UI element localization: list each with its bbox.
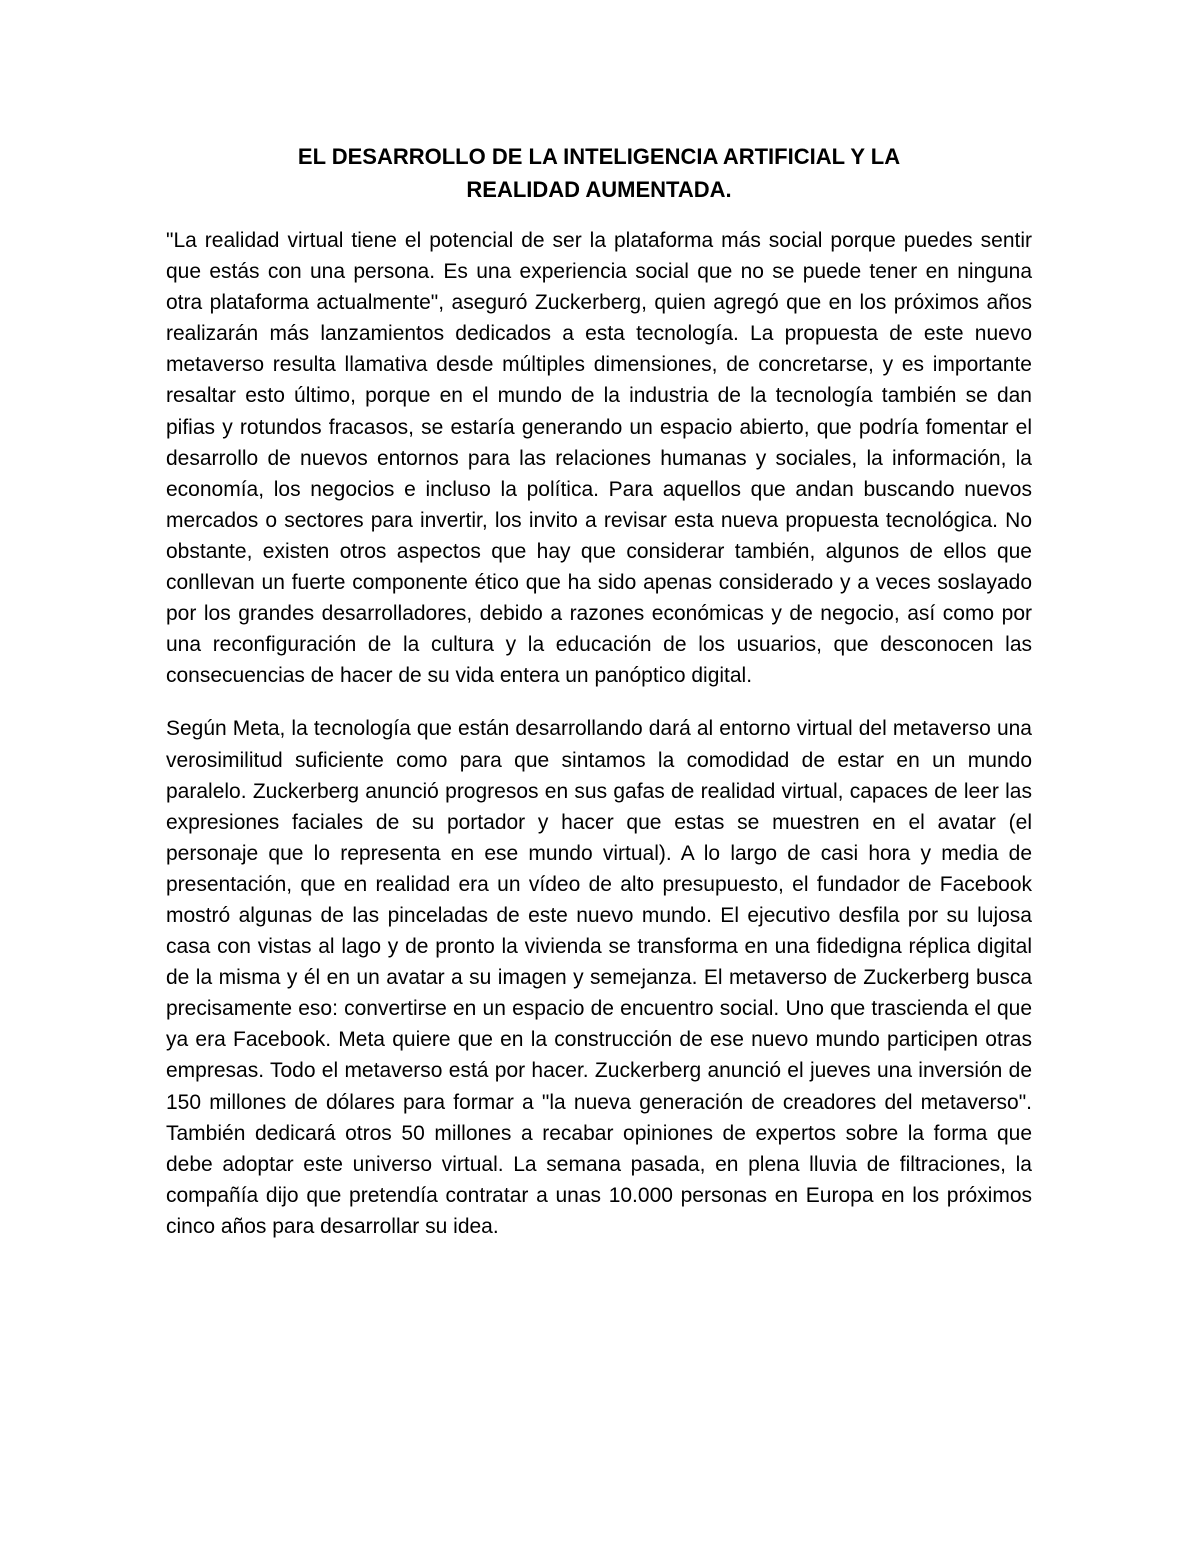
paragraph-2: Según Meta, la tecnología que están desarrollando dará al entorno virtual del metaverso una verosimilitud suficiente como para que sintamos la comodidad de estar en un mundo paralelo. Zuckerberg anunció progresos en sus gafas de realidad virtual, capaces de leer las expresiones faciales de su portador y hacer que estas se muestren en el avatar (el personaje que lo representa en ese mundo virtual). A lo largo de casi hora y media de presentación, que en realidad era un vídeo de alto presupuesto, el fundador de Facebook mostró algunas de las pinceladas de este nuevo mundo. El ejecutivo desfila por su lujosa casa con vistas al lago y de pronto la vivienda se transforma en una fidedigna réplica digital de la misma y él en un avatar a su imagen y semejanza. El metaverso de Zuckerberg busca precisamente eso: convertirse en un espacio de encuentro social. Uno que trascienda el que ya era Facebook. Meta quiere que en la construcción de ese nuevo mundo participen otras empresas. Todo el metaverso está por hacer. Zuckerberg anunció el jueves una inversión de 150 millones de dólares para formar a "la nueva generación de creadores del metaverso". También dedicará otros 50 millones a recabar opiniones de expertos sobre la forma que debe adoptar este universo virtual. La semana pasada, en plena lluvia de filtraciones, la compañía dijo que pretendía contratar a unas 10.000 personas en Europa en los próximos cinco años para desarrollar su idea. bbox=[166, 717, 1032, 1238]
title-line-2: REALIDAD AUMENTADA. bbox=[466, 177, 732, 202]
document-page bbox=[166, 140, 1032, 1242]
title-line-1: EL DESARROLLO DE LA INTELIGENCIA ARTIFICIAL Y LA bbox=[297, 144, 901, 169]
paragraph-1: "La realidad virtual tiene el potencial de ser la plataforma más social porque puedes sentir que estás con una persona. Es una experiencia social que no se puede tener en ninguna otra plataforma actualmente", aseguró Zuckerberg, quien agregó que en los próximos años realizarán más lanzamientos dedicados a esta tecnología. La propuesta de este nuevo metaverso resulta llamativa desde múltiples dimensiones, de concretarse, y es importante resaltar esto último, porque en el mundo de la industria de la tecnología también se dan pifias y rotundos fracasos, se estaría generando un espacio abierto, que podría fomentar el desarrollo de nuevos entornos para las relaciones humanas y sociales, la información, la economía, los negocios e incluso la política. Para aquellos que andan buscando nuevos mercados o sectores para invertir, los invito a revisar esta nueva propuesta tecnológica. No obstante, existen otros aspectos que hay que considerar también, algunos de ellos que conllevan un fuerte componente ético que ha sido apenas considerado y a veces soslayado por los grandes desarrolladores, debido a razones económicas y de negocio, así como por una reconfiguración de la cultura y la educación de los usuarios, que desconocen las consecuencias de hacer de su vida entera un panóptico digital. bbox=[166, 229, 1032, 688]
document-title bbox=[166, 140, 1032, 206]
